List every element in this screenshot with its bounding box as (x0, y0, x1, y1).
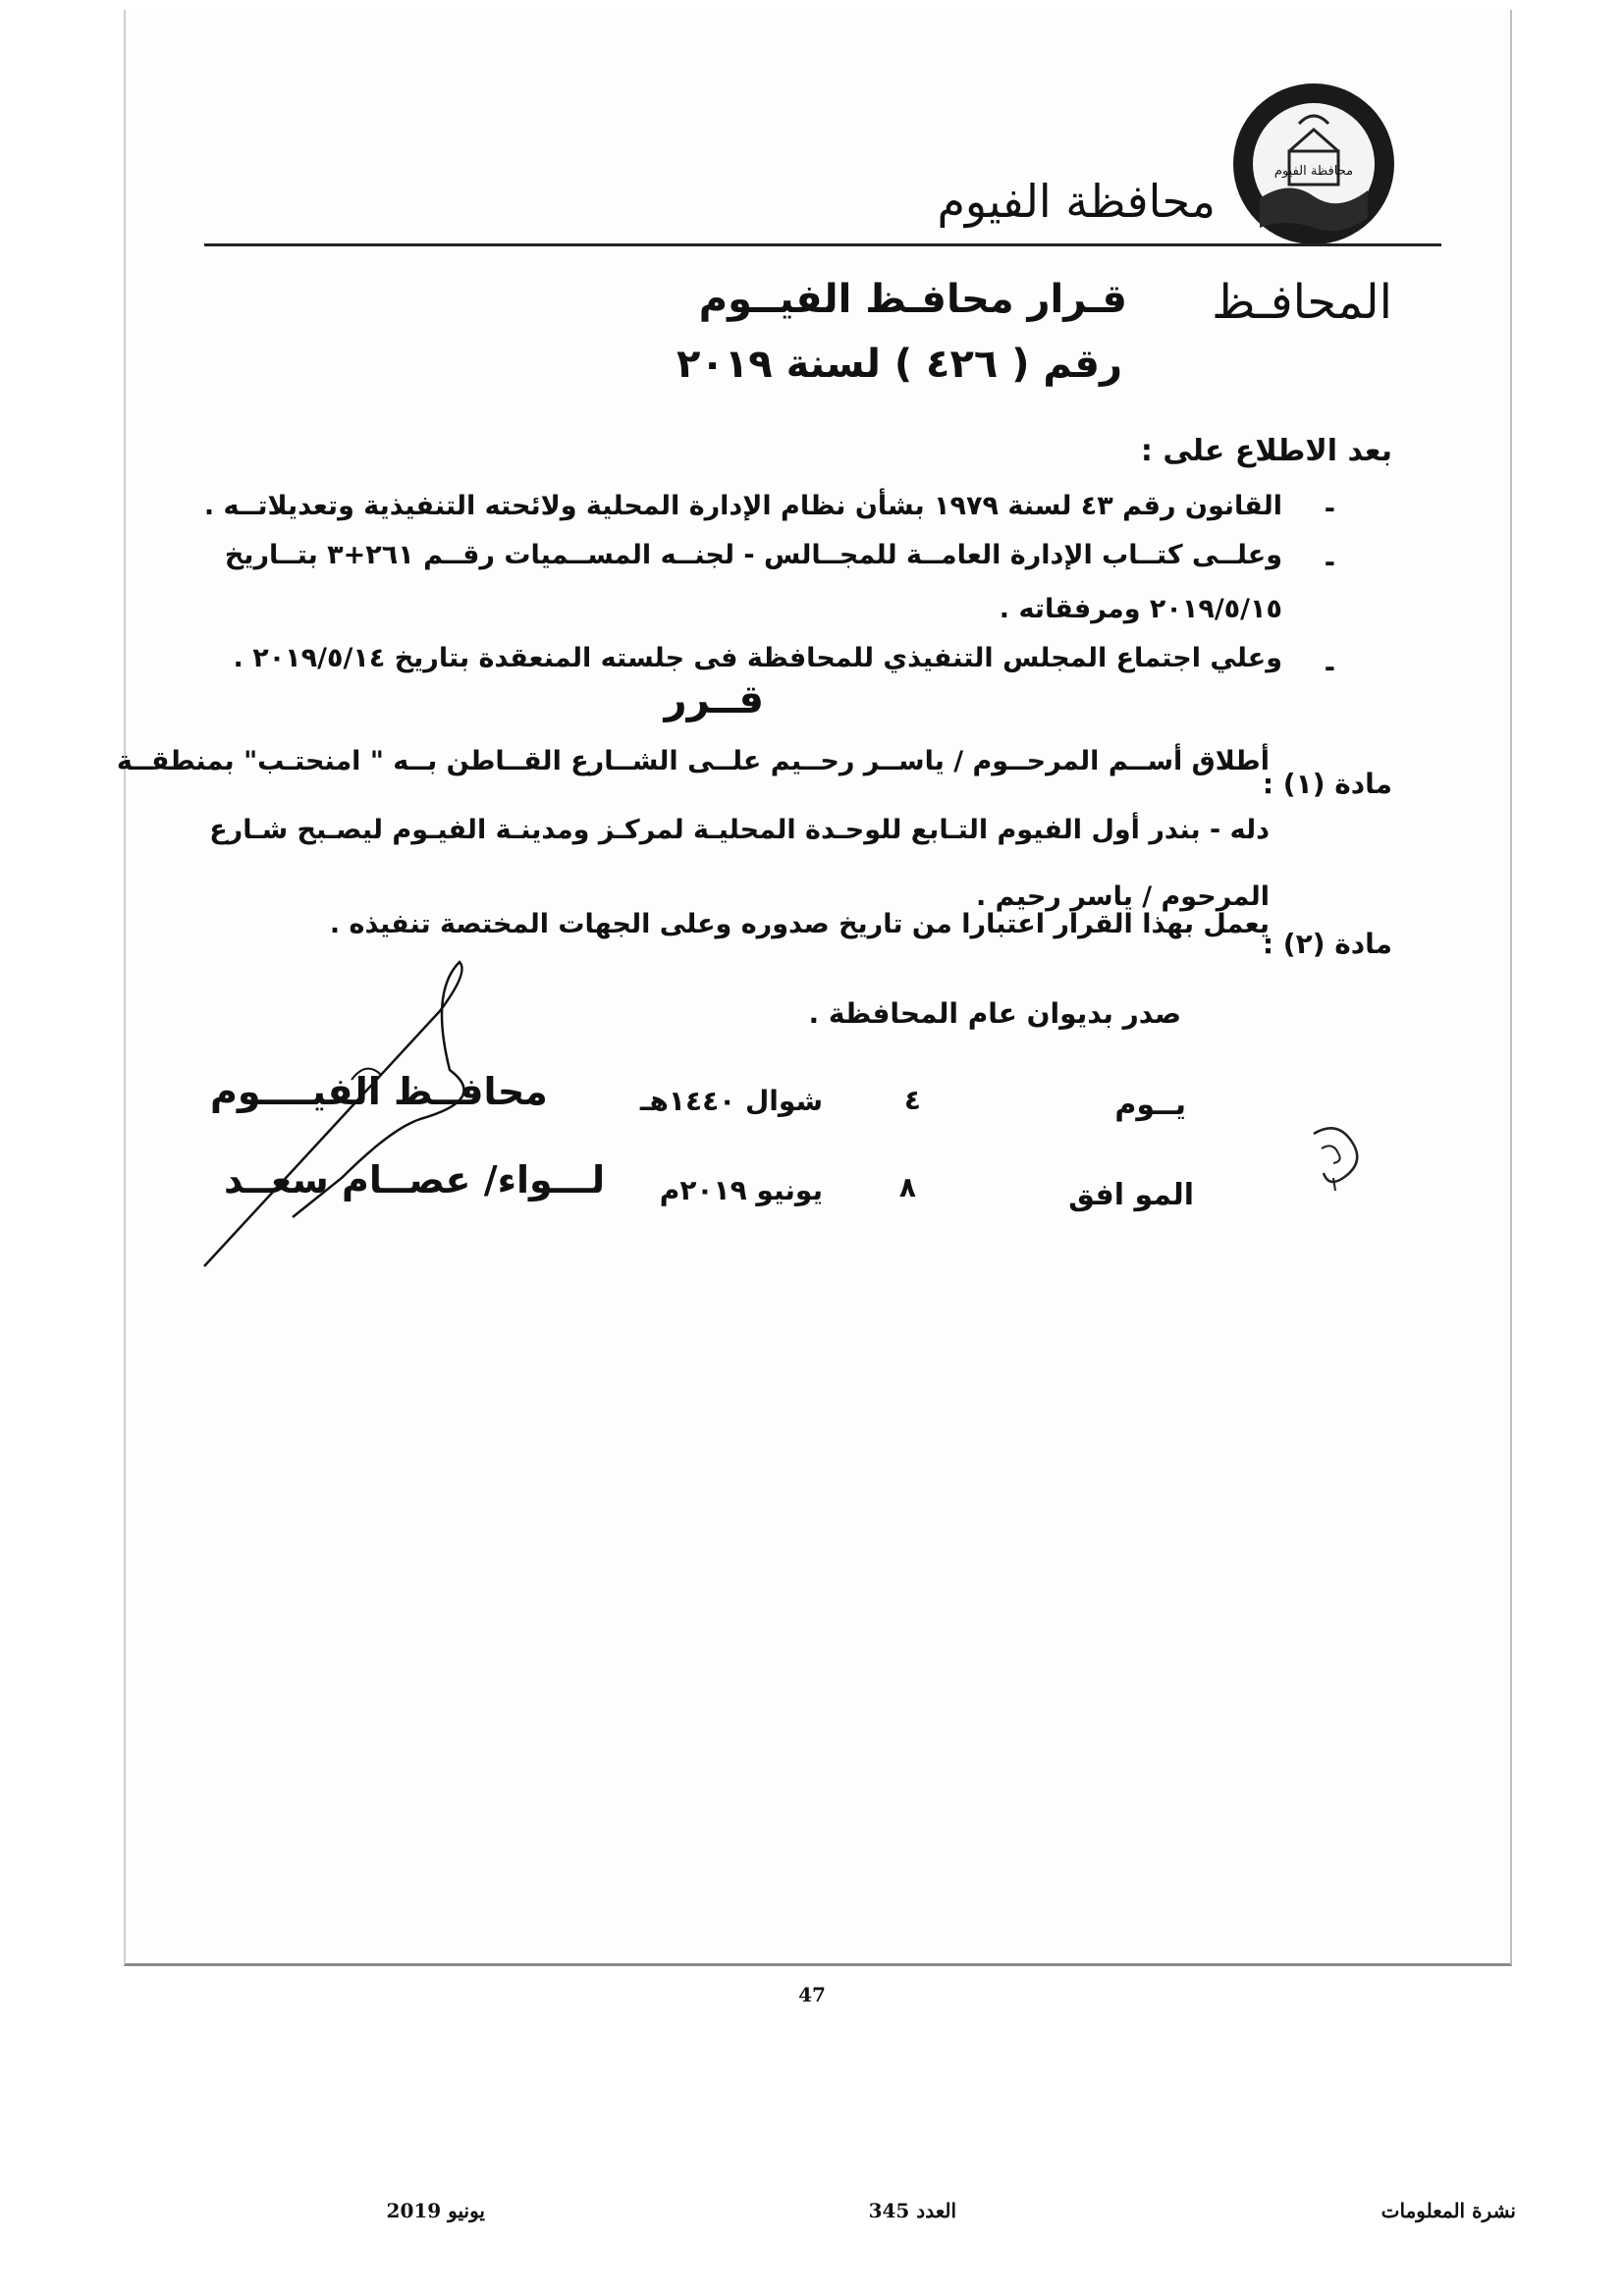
article-label: مادة (١) : (1262, 768, 1392, 800)
footer-date: يونيو 2019 (386, 2199, 485, 2222)
issued-at: صدر بديوان عام المحافظة . (808, 997, 1181, 1030)
clause-dash: - (1324, 653, 1335, 683)
governorate-name: محافظة الفيوم (937, 175, 1216, 228)
page-number: 47 (798, 1983, 826, 2006)
scanned-page (116, 10, 1512, 1966)
preamble-clause: وعلي اجتماع المجلس التنفيذي للمحافظة فى جلسته المنعقدة بتاريخ ٢٠١٩/٥/١٤ . (233, 643, 1282, 673)
seal-text: محافظة الفيوم (1273, 164, 1354, 179)
governorate-seal-icon (1230, 80, 1397, 247)
clause-dash: - (1324, 494, 1335, 524)
corresponding-day-number: ٨ (898, 1171, 916, 1203)
article-text: أطلاق أســم المرحــوم / ياســر رحــيم علــى الشــارع القــاطن بــه " امنحتـب" بمنطقــة (116, 746, 1270, 776)
article-text: المرحوم / ياسر رحيم . (975, 881, 1270, 912)
day-label: يــوم (1114, 1088, 1186, 1122)
footer-publication: نشرة المعلومات (1380, 2199, 1516, 2222)
decree-title: قـرار محافـظ الفيــوم (698, 277, 1127, 322)
footer-issue: العدد 345 (868, 2199, 956, 2222)
gregorian-date: يونيو ٢٠١٩م (659, 1174, 823, 1206)
day-number: ٤ (903, 1084, 921, 1116)
decided-heading: قــرر (664, 677, 764, 722)
article-label: مادة (٢) : (1262, 928, 1392, 960)
article-text: دله - بندر أول الفيوم التـابع للوحـدة المحليـة لمركـز ومدينـة الفيـوم ليصـبح شـارع (209, 815, 1270, 845)
corresponding-label: المو افق (1068, 1178, 1194, 1212)
signatory-title: محافــظ الفيــــوم (210, 1070, 548, 1113)
article-text: يعمل بهذا القرار اعتبارا من تاريخ صدوره وعلى الجهات المختصة تنفيذه . (329, 909, 1270, 939)
clause-dash: - (1324, 548, 1335, 578)
preamble-clause: وعلــى كتــاب الإدارة العامــة للمجــالس - لجنــه المســميات رقــم ٢٦١+٣ بتــاريخ (224, 540, 1282, 570)
handwritten-signature (194, 952, 607, 1276)
preamble-intro: بعد الاطلاع على : (1140, 434, 1392, 468)
header-divider (204, 243, 1441, 246)
hijri-date: شوال ١٤٤٠هـ (639, 1085, 823, 1117)
signatory-name: لـــواء/ عصــام سعــد (224, 1158, 606, 1201)
office-title: المحافـظ (1212, 275, 1392, 330)
preamble-clause-continued: ٢٠١٩/٥/١٥ ومرفقاته . (999, 594, 1282, 624)
preamble-clause: القانون رقم ٤٣ لسنة ١٩٧٩ بشأن نظام الإدارة المحلية ولائحته التنفيذية وتعديلاتــه . (203, 491, 1282, 521)
decree-number: رقم ( ٤٢٦ ) لسنة ٢٠١٩ (677, 342, 1122, 387)
initials-mark (1294, 1104, 1373, 1193)
